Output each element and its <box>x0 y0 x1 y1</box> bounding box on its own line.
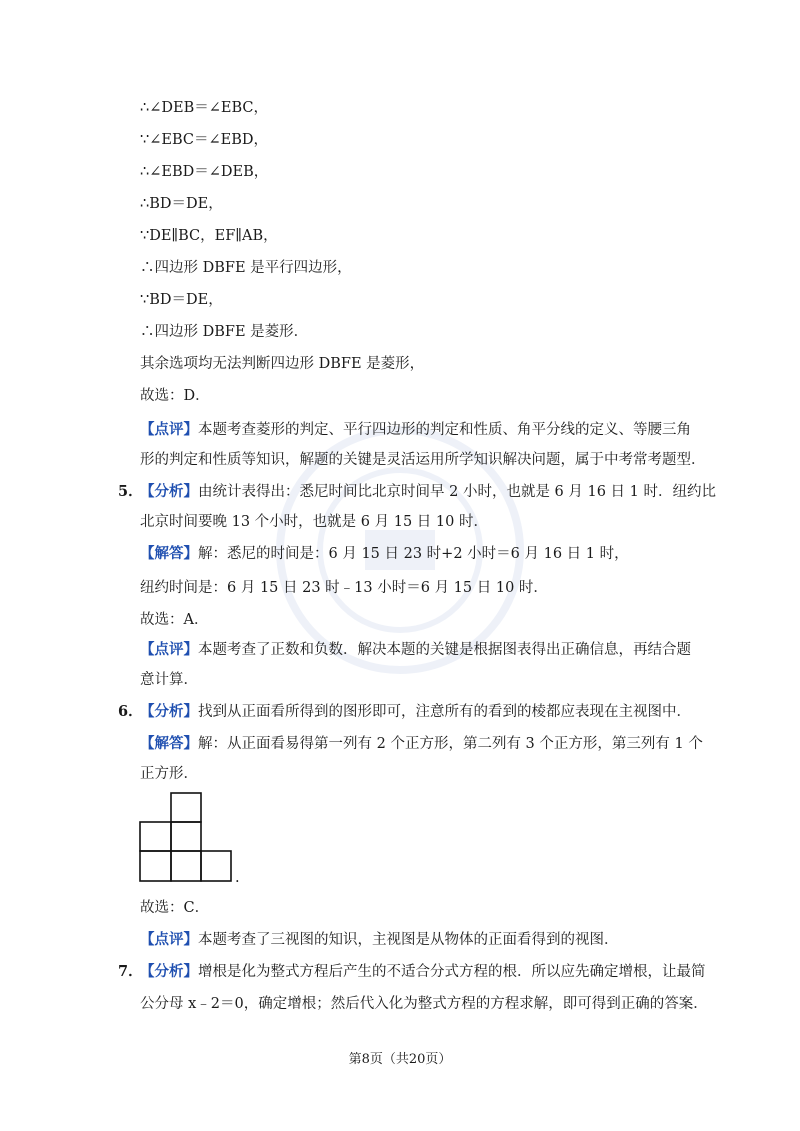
analysis-tag: 【分析】 <box>140 483 198 500</box>
analysis-tag: 【分析】 <box>140 703 198 720</box>
proof-line-8: ∴四边形 DBFE 是菱形． <box>140 324 309 340</box>
square-col1-bottom <box>140 851 171 881</box>
proof-line-3: ∴∠EBD＝∠DEB， <box>140 164 269 180</box>
q5-analysis-text-1: 由统计表得出：悉尼时间比北京时间早 2 小时，也就是 6 月 16 日 1 时．纽约比 <box>198 484 716 500</box>
q5-answer-line-1 <box>140 544 629 564</box>
proof-line-9: 其余选项均无法判断四边形 DBFE 是菱形， <box>140 356 425 372</box>
answer-tag: 【解答】 <box>140 545 198 562</box>
q6-review-text-1: 本题考查了三视图的知识，主视图是从物体的正面看得到的视图． <box>198 932 619 948</box>
q6-analysis-line-1 <box>140 702 691 722</box>
q4-review-line-1 <box>140 420 691 440</box>
q7-analysis-text-1: 增根是化为整式方程后产生的不适合分式方程的根．所以应先确定增根，让最简 <box>198 964 706 980</box>
proof-line-6: ∴四边形 DBFE 是平行四边形， <box>140 260 352 276</box>
page-footer: 第8页（共20页） <box>348 1052 452 1067</box>
q7-analysis-line-2: 公分母 x﹣2＝0，确定增根；然后代入化为整式方程的方程求解，即可得到正确的答案． <box>140 996 708 1012</box>
analysis-tag: 【分析】 <box>140 963 198 980</box>
question-number-6: 6． <box>118 703 143 720</box>
figure-period: . <box>235 870 240 886</box>
q6-answer-line-1 <box>140 734 703 754</box>
q5-analysis-line-1 <box>140 482 716 502</box>
review-tag: 【点评】 <box>140 641 198 658</box>
q5-review-text-1: 本题考查了正数和负数．解决本题的关键是根据图表得出正确信息，再结合题 <box>198 642 691 658</box>
review-tag: 【点评】 <box>140 421 198 438</box>
question-number-7: 7． <box>118 963 143 980</box>
q5-choice: 故选：A． <box>140 612 209 628</box>
front-view-figure <box>139 792 249 888</box>
proof-line-10: 故选：D． <box>140 388 210 404</box>
q4-review-line-2: 形的判定和性质等知识，解题的关键是灵活运用所学知识解决问题，属于中考常考题型． <box>140 452 706 468</box>
q4-review-text-1: 本题考查菱形的判定、平行四边形的判定和性质、角平分线的定义、等腰三角 <box>198 422 691 438</box>
proof-line-2: ∵∠EBC＝∠EBD， <box>140 132 268 148</box>
q5-answer-text-1: 解：悉尼的时间是：6 月 15 日 23 时+2 小时＝6 月 16 日 1 时， <box>198 546 629 562</box>
square-col2-mid <box>171 822 201 851</box>
q5-review-line-1 <box>140 640 691 660</box>
proof-line-1: ∴∠DEB＝∠EBC， <box>140 100 268 116</box>
q6-choice: 故选：C． <box>140 900 210 916</box>
answer-tag: 【解答】 <box>140 735 198 752</box>
square-col2-top <box>171 793 201 822</box>
q6-analysis-text-1: 找到从正面看所得到的图形即可，注意所有的看到的棱都应表现在主视图中． <box>198 704 691 720</box>
q6-review-line-1 <box>140 930 619 950</box>
square-col3-bottom <box>201 851 231 881</box>
proof-line-5: ∵DE∥BC，EF∥AB， <box>140 228 278 244</box>
proof-line-4: ∴BD＝DE， <box>140 196 223 212</box>
q6-answer-text-1: 解：从正面看易得第一列有 2 个正方形，第二列有 3 个正方形，第三列有 1 个 <box>198 736 703 752</box>
q5-analysis-line-2: 北京时间要晚 13 个小时，也就是 6 月 15 日 10 时． <box>140 514 488 530</box>
square-col1-mid <box>140 822 171 851</box>
q6-answer-line-2: 正方形． <box>140 766 198 782</box>
proof-line-7: ∵BD＝DE， <box>140 292 223 308</box>
review-tag: 【点评】 <box>140 931 198 948</box>
q5-answer-line-2: 纽约时间是：6 月 15 日 23 时﹣13 小时＝6 月 15 日 10 时． <box>140 580 548 596</box>
question-number-5: 5． <box>118 483 143 500</box>
q5-review-line-2: 意计算． <box>140 672 198 688</box>
q7-analysis-line-1 <box>140 962 706 982</box>
square-col2-bottom <box>171 851 201 881</box>
